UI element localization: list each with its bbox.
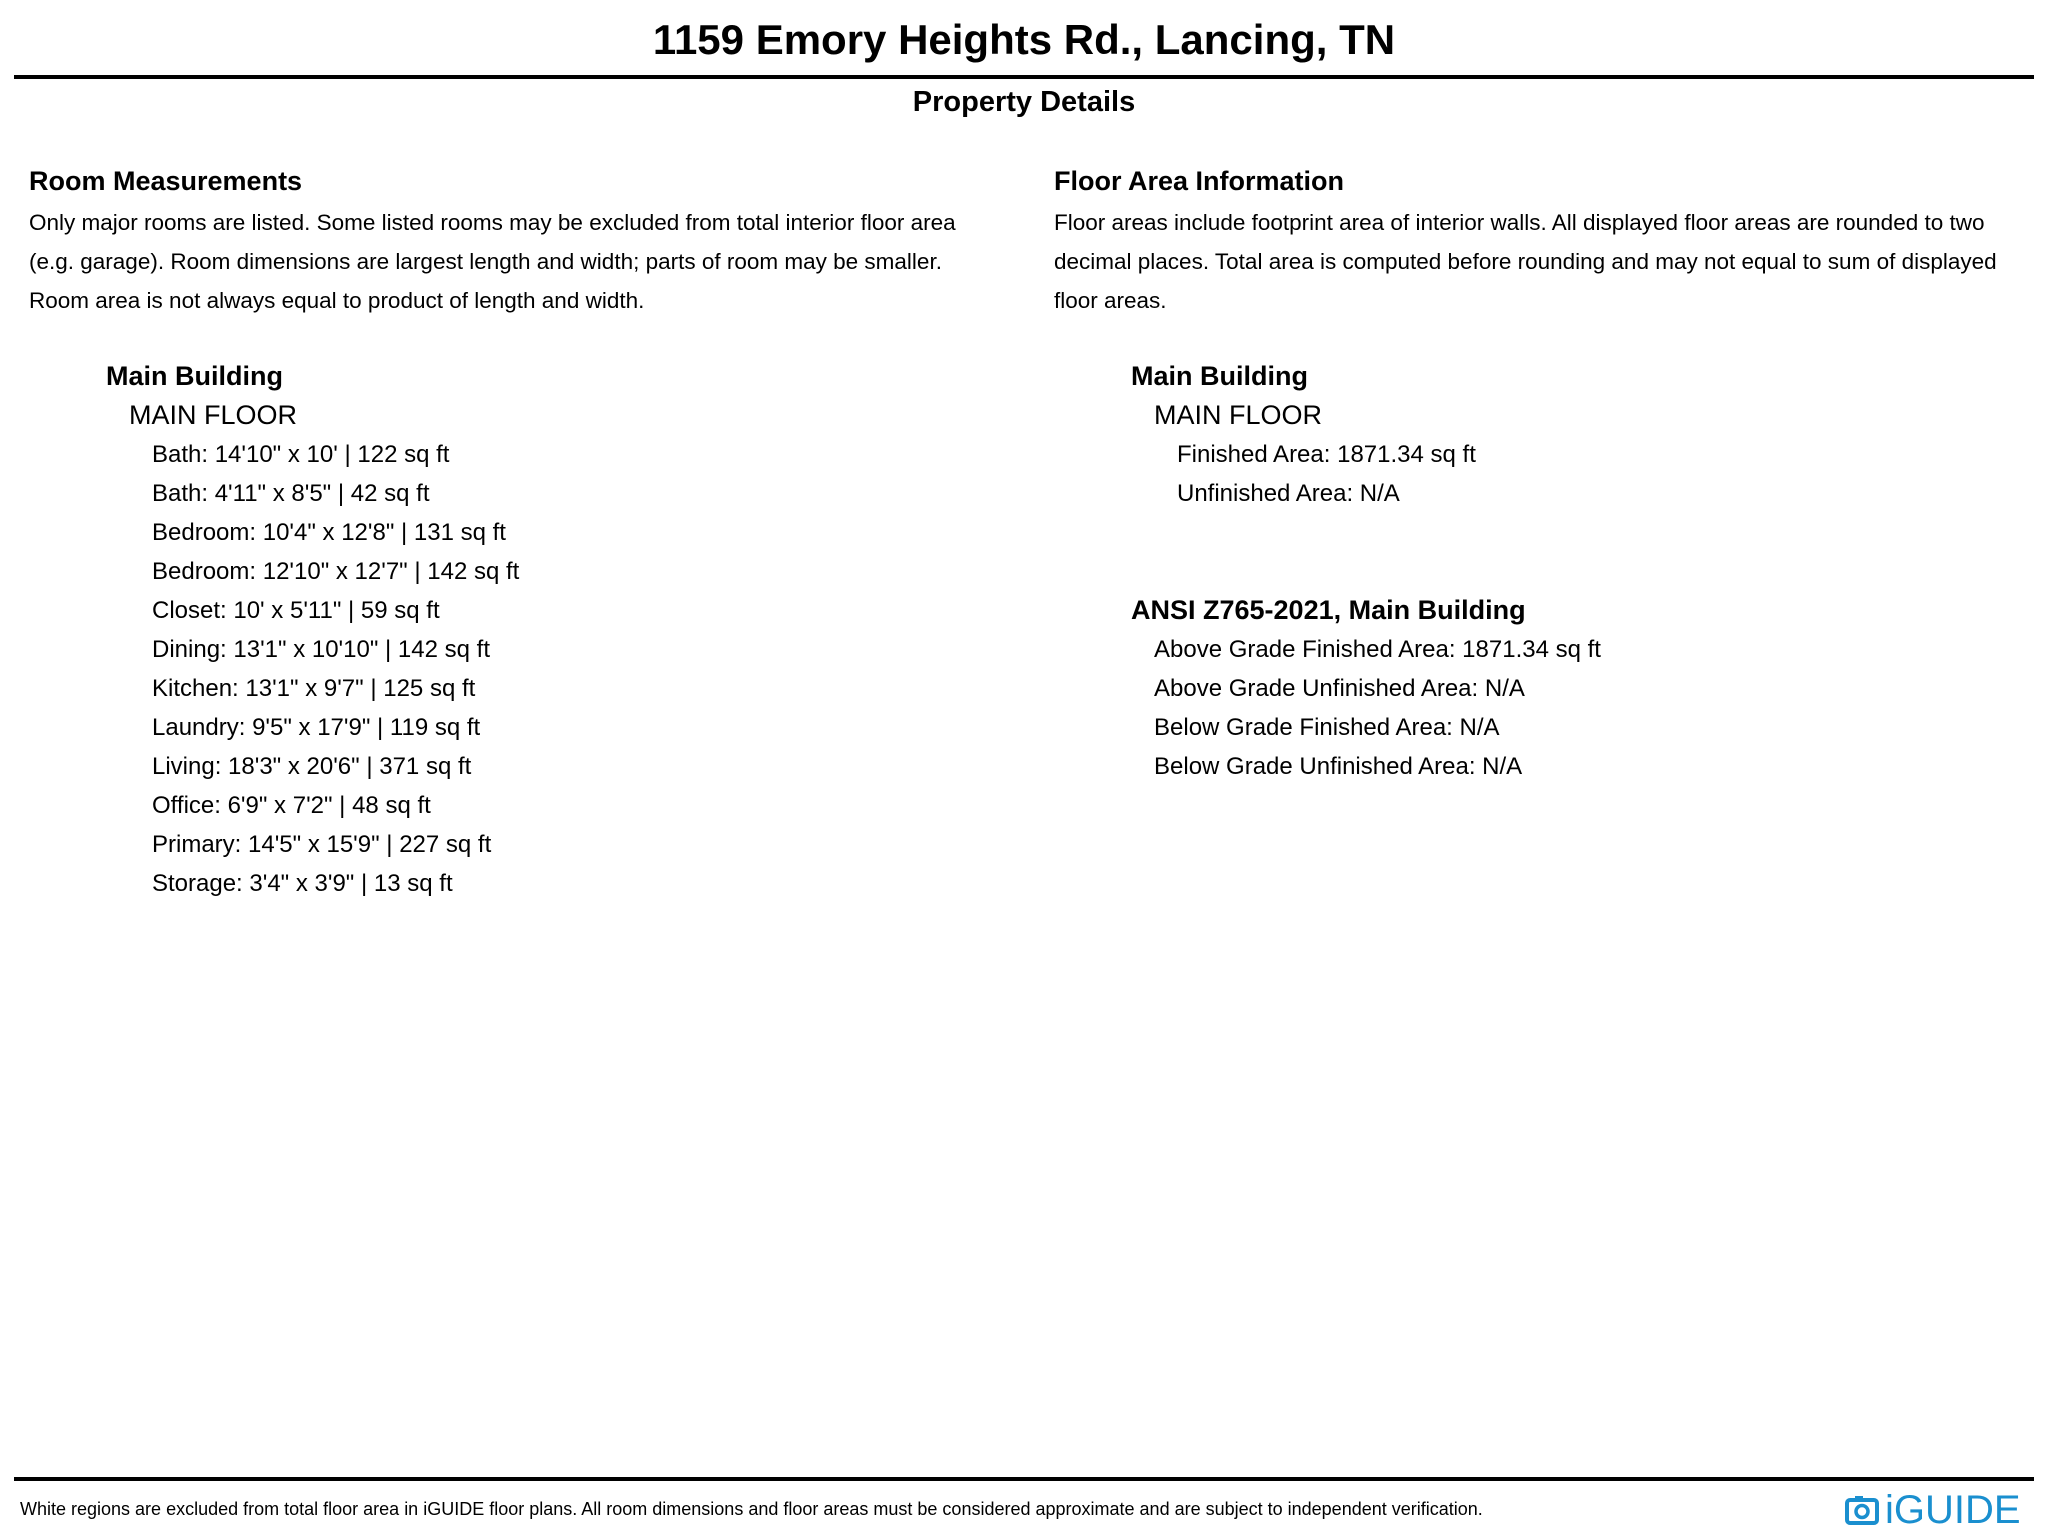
page-subtitle: Property Details: [912, 86, 1136, 118]
room-row: Laundry: 9'5" x 17'9" | 119 sq ft: [152, 714, 481, 741]
room-row: Living: 18'3" x 20'6" | 371 sq ft: [152, 753, 472, 780]
intro-line: Room area is not always equal to product of length and width.: [29, 288, 645, 313]
room-row: Bedroom: 10'4" x 12'8" | 131 sq ft: [152, 519, 506, 546]
intro-line: floor areas.: [1054, 288, 1167, 313]
ansi-row: Below Grade Unfinished Area: N/A: [1154, 753, 1523, 780]
room-row: Dining: 13'1" x 10'10" | 142 sq ft: [152, 636, 490, 663]
footer-disclaimer: White regions are excluded from total floor area in iGUIDE floor plans. All room dimensions and floor areas must be considered approximate and are subject to independent verification.: [20, 1499, 1483, 1519]
floor-name: MAIN FLOOR: [129, 400, 298, 430]
intro-line: decimal places. Total area is computed before rounding and may not equal to sum of displayed: [1054, 249, 1997, 274]
room-row: Office: 6'9" x 7'2" | 48 sq ft: [152, 792, 431, 819]
room-measurements-intro: [29, 203, 1019, 320]
room-row: Bath: 14'10" x 10' | 122 sq ft: [152, 441, 450, 468]
intro-line: (e.g. garage). Room dimensions are largest length and width; parts of room may be smaller.: [29, 249, 942, 274]
header-divider: [14, 75, 2034, 79]
footer-divider: [14, 1477, 2034, 1481]
ansi-row: Above Grade Finished Area: 1871.34 sq ft: [1154, 636, 1601, 663]
finished-area: Finished Area: 1871.34 sq ft: [1177, 441, 1476, 468]
ansi-row: Above Grade Unfinished Area: N/A: [1154, 675, 1525, 702]
room-measurements-section: [29, 160, 1019, 903]
room-measurements-title: Room Measurements: [29, 166, 303, 196]
iguide-logo-text: iGUIDE: [1885, 1488, 2021, 1532]
room-row: Primary: 14'5" x 15'9" | 227 sq ft: [152, 831, 492, 858]
room-row: Closet: 10' x 5'11" | 59 sq ft: [152, 597, 440, 624]
iguide-camera-icon: [1845, 1494, 1879, 1526]
room-row: Bath: 4'11" x 8'5" | 42 sq ft: [152, 480, 430, 507]
room-row: Storage: 3'4" x 3'9" | 13 sq ft: [152, 870, 453, 897]
intro-line: Only major rooms are listed. Some listed rooms may be excluded from total interior floor area: [29, 210, 956, 235]
floor-name: MAIN FLOOR: [1154, 400, 1323, 430]
floor-area-intro: [1054, 203, 2044, 320]
page-title: 1159 Emory Heights Rd., Lancing, TN: [652, 16, 1396, 63]
room-row: Kitchen: 13'1" x 9'7" | 125 sq ft: [152, 675, 476, 702]
ansi-row: Below Grade Finished Area: N/A: [1154, 714, 1500, 741]
iguide-logo: [1845, 1488, 2021, 1532]
room-building-block: [106, 357, 1019, 903]
floor-area-section: [1054, 160, 2044, 786]
unfinished-area: Unfinished Area: N/A: [1177, 480, 1400, 507]
room-row: Bedroom: 12'10" x 12'7" | 142 sq ft: [152, 558, 520, 585]
building-name: Main Building: [106, 361, 283, 391]
area-building-block: [1131, 357, 2044, 513]
building-name: Main Building: [1131, 361, 1308, 391]
ansi-title: ANSI Z765-2021, Main Building: [1131, 595, 1526, 625]
ansi-block: [1131, 591, 2044, 786]
floor-area-title: Floor Area Information: [1054, 166, 1345, 196]
intro-line: Floor areas include footprint area of interior walls. All displayed floor areas are rounded to two: [1054, 210, 1985, 235]
